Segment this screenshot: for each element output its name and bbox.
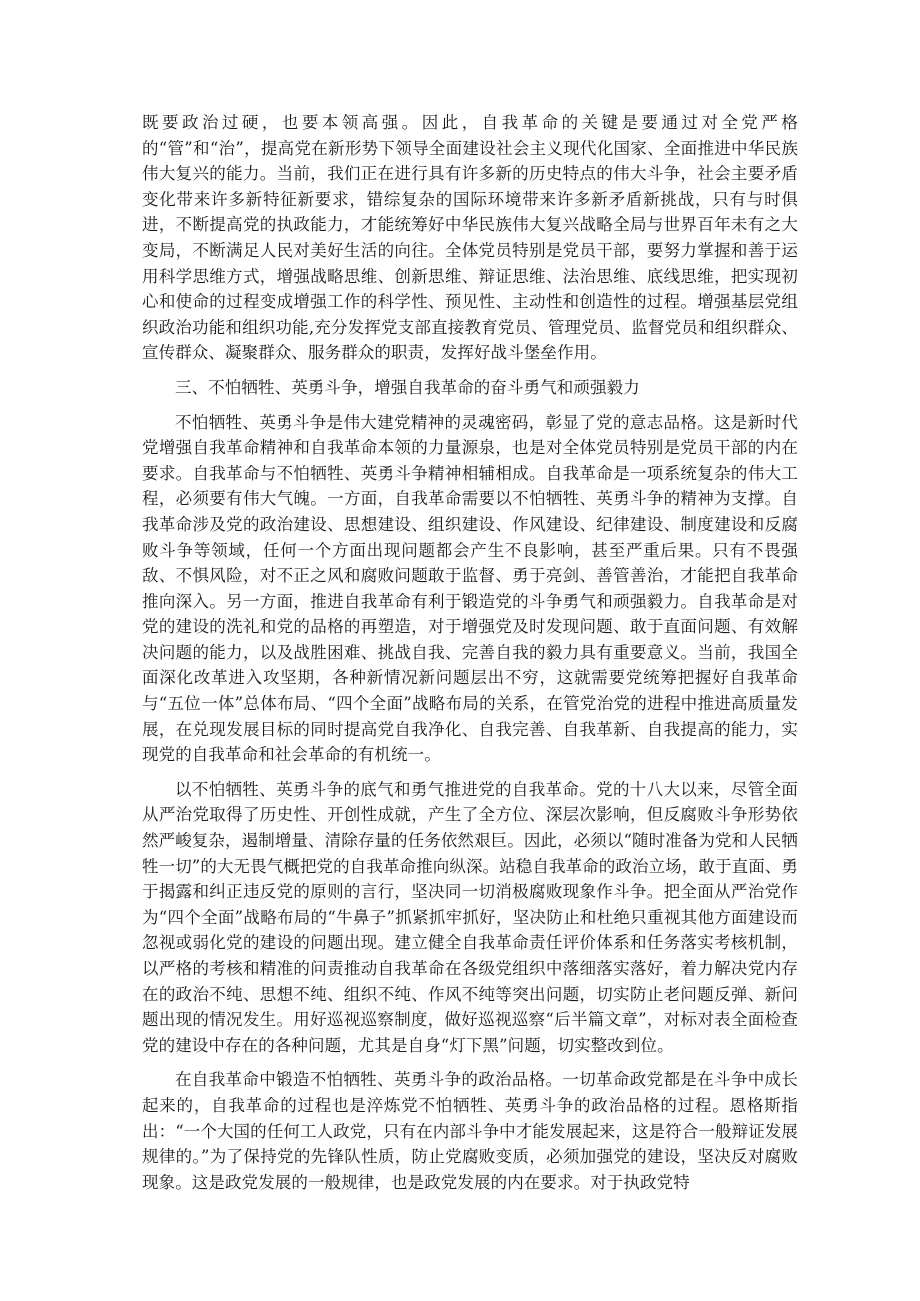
section-heading: 三、不怕牺牲、英勇斗争，增强自我革命的奋斗勇气和顽强毅力: [175, 377, 640, 397]
document-page: [142, 110, 798, 1204]
paragraph: 在自我革命中锻造不怕牺牲、英勇斗争的政治品格。一切革命政党都是在斗争中成长起来的，自我革命的过程也是淬炼党不怕牺牲、英勇斗争的政治品格的过程。恩格斯指出：“一个大国的任何工人政党，只有在内部斗争中才能发展起来，这是符合一般辩证发展规律的。”为了保持党的先锋队性质，防止党腐败变质，必须加强党的建设，坚决反对腐败现象。这是政党发展的一般规律，也是政党发展的内在要求。对于执政党特: [142, 1070, 798, 1192]
paragraph: 不怕牺牲、英勇斗争是伟大建党精神的灵魂密码，彰显了党的意志品格。这是新时代党增强自我革命精神和自我革命本领的力量源泉，也是对全体党员特别是党员干部的内在要求。自我革命与不怕牺牲、英勇斗争精神相辅相成。自我革命是一项系统复杂的伟大工程，必须要有伟大气魄。一方面，自我革命需要以不怕牺牲、英勇斗争的精神为支撑。自我革命涉及党的政治建设、思想建设、组织建设、作风建设、纪律建设、制度建设和反腐败斗争等领域，任何一个方面出现问题都会产生不良影响，甚至严重后果。只有不畏强敌、不惧风险，对不正之风和腐败问题敢于监督、勇于亮剑、善管善治，才能把自我革命推向深入。另一方面，推进自我革命有利于锻造党的斗争勇气和顽强毅力。自我革命是对党的建设的洗礼和党的品格的再塑造，对于增强党及时发现问题、敢于直面问题、有效解决问题的能力，以及战胜困难、挑战自我、完善自我的毅力具有重要意义。当前，我国全面深化改革进入攻坚期，各种新情况新问题层出不穷，这就需要党统筹把握好自我革命与“五位一体”总体布局、“四个全面”战略布局的关系，在管党治党的进程中推进高质量发展，在兑现发展目标的同时提高党自我净化、自我完善、自我革新、自我提高的能力，实现党的自我革命和社会革命的有机统一。: [142, 412, 798, 765]
paragraph-continuation: 既要政治过硬，也要本领高强。因此，自我革命的关键是要通过对全党严格的“管”和“治”，提高党在新形势下领导全面建设社会主义现代化国家、全面推进中华民族伟大复兴的能力。当前，我们正在进行具有许多新的历史特点的伟大斗争，社会主要矛盾变化带来许多新特征新要求，错综复杂的国际环境带来许多新矛盾新挑战，只有与时俱进，不断提高党的执政能力，才能统筹好中华民族伟大复兴战略全局与世界百年未有之大变局，不断满足人民对美好生活的向往。全体党员特别是党员干部，要努力掌握和善于运用科学思维方式，增强战略思维、创新思维、辩证思维、法治思维、底线思维，把实现初心和使命的过程变成增强工作的科学性、预见性、主动性和创造性的过程。增强基层党组织政治功能和组织功能,充分发挥党支部直接教育党员、管理党员、监督党员和组织群众、宣传群众、凝聚群众、服务群众的职责，发挥好战斗堡垒作用。: [142, 113, 798, 363]
paragraph: 以不怕牺牲、英勇斗争的底气和勇气推进党的自我革命。党的十八大以来，尽管全面从严治党取得了历史性、开创性成就，产生了全方位、深层次影响，但反腐败斗争形势依然严峻复杂，遏制增量、清除存量的任务依然艰巨。因此，必须以“随时准备为党和人民牺牲一切”的大无畏气概把党的自我革命推向纵深。站稳自我革命的政治立场，敢于直面、勇于揭露和纠正违反党的原则的言行，坚决同一切消极腐败现象作斗争。把全面从严治党作为“四个全面”战略布局的“牛鼻子”抓紧抓牢抓好，坚决防止和杜绝只重视其他方面建设而忽视或弱化党的建设的问题出现。建立健全自我革命责任评价体系和任务落实考核机制，以严格的考核和精准的问责推动自我革命在各级党组织中落细落实落好，着力解决党内存在的政治不纯、思想不纯、组织不纯、作风不纯等突出问题，切实防止老问题反弹、新问题出现的情况发生。用好巡视巡察制度，做好巡视巡察“后半篇文章”，对标对表全面检查党的建设中存在的各种问题，尤其是自身“灯下黑”问题，切实整改到位。: [142, 779, 798, 1055]
